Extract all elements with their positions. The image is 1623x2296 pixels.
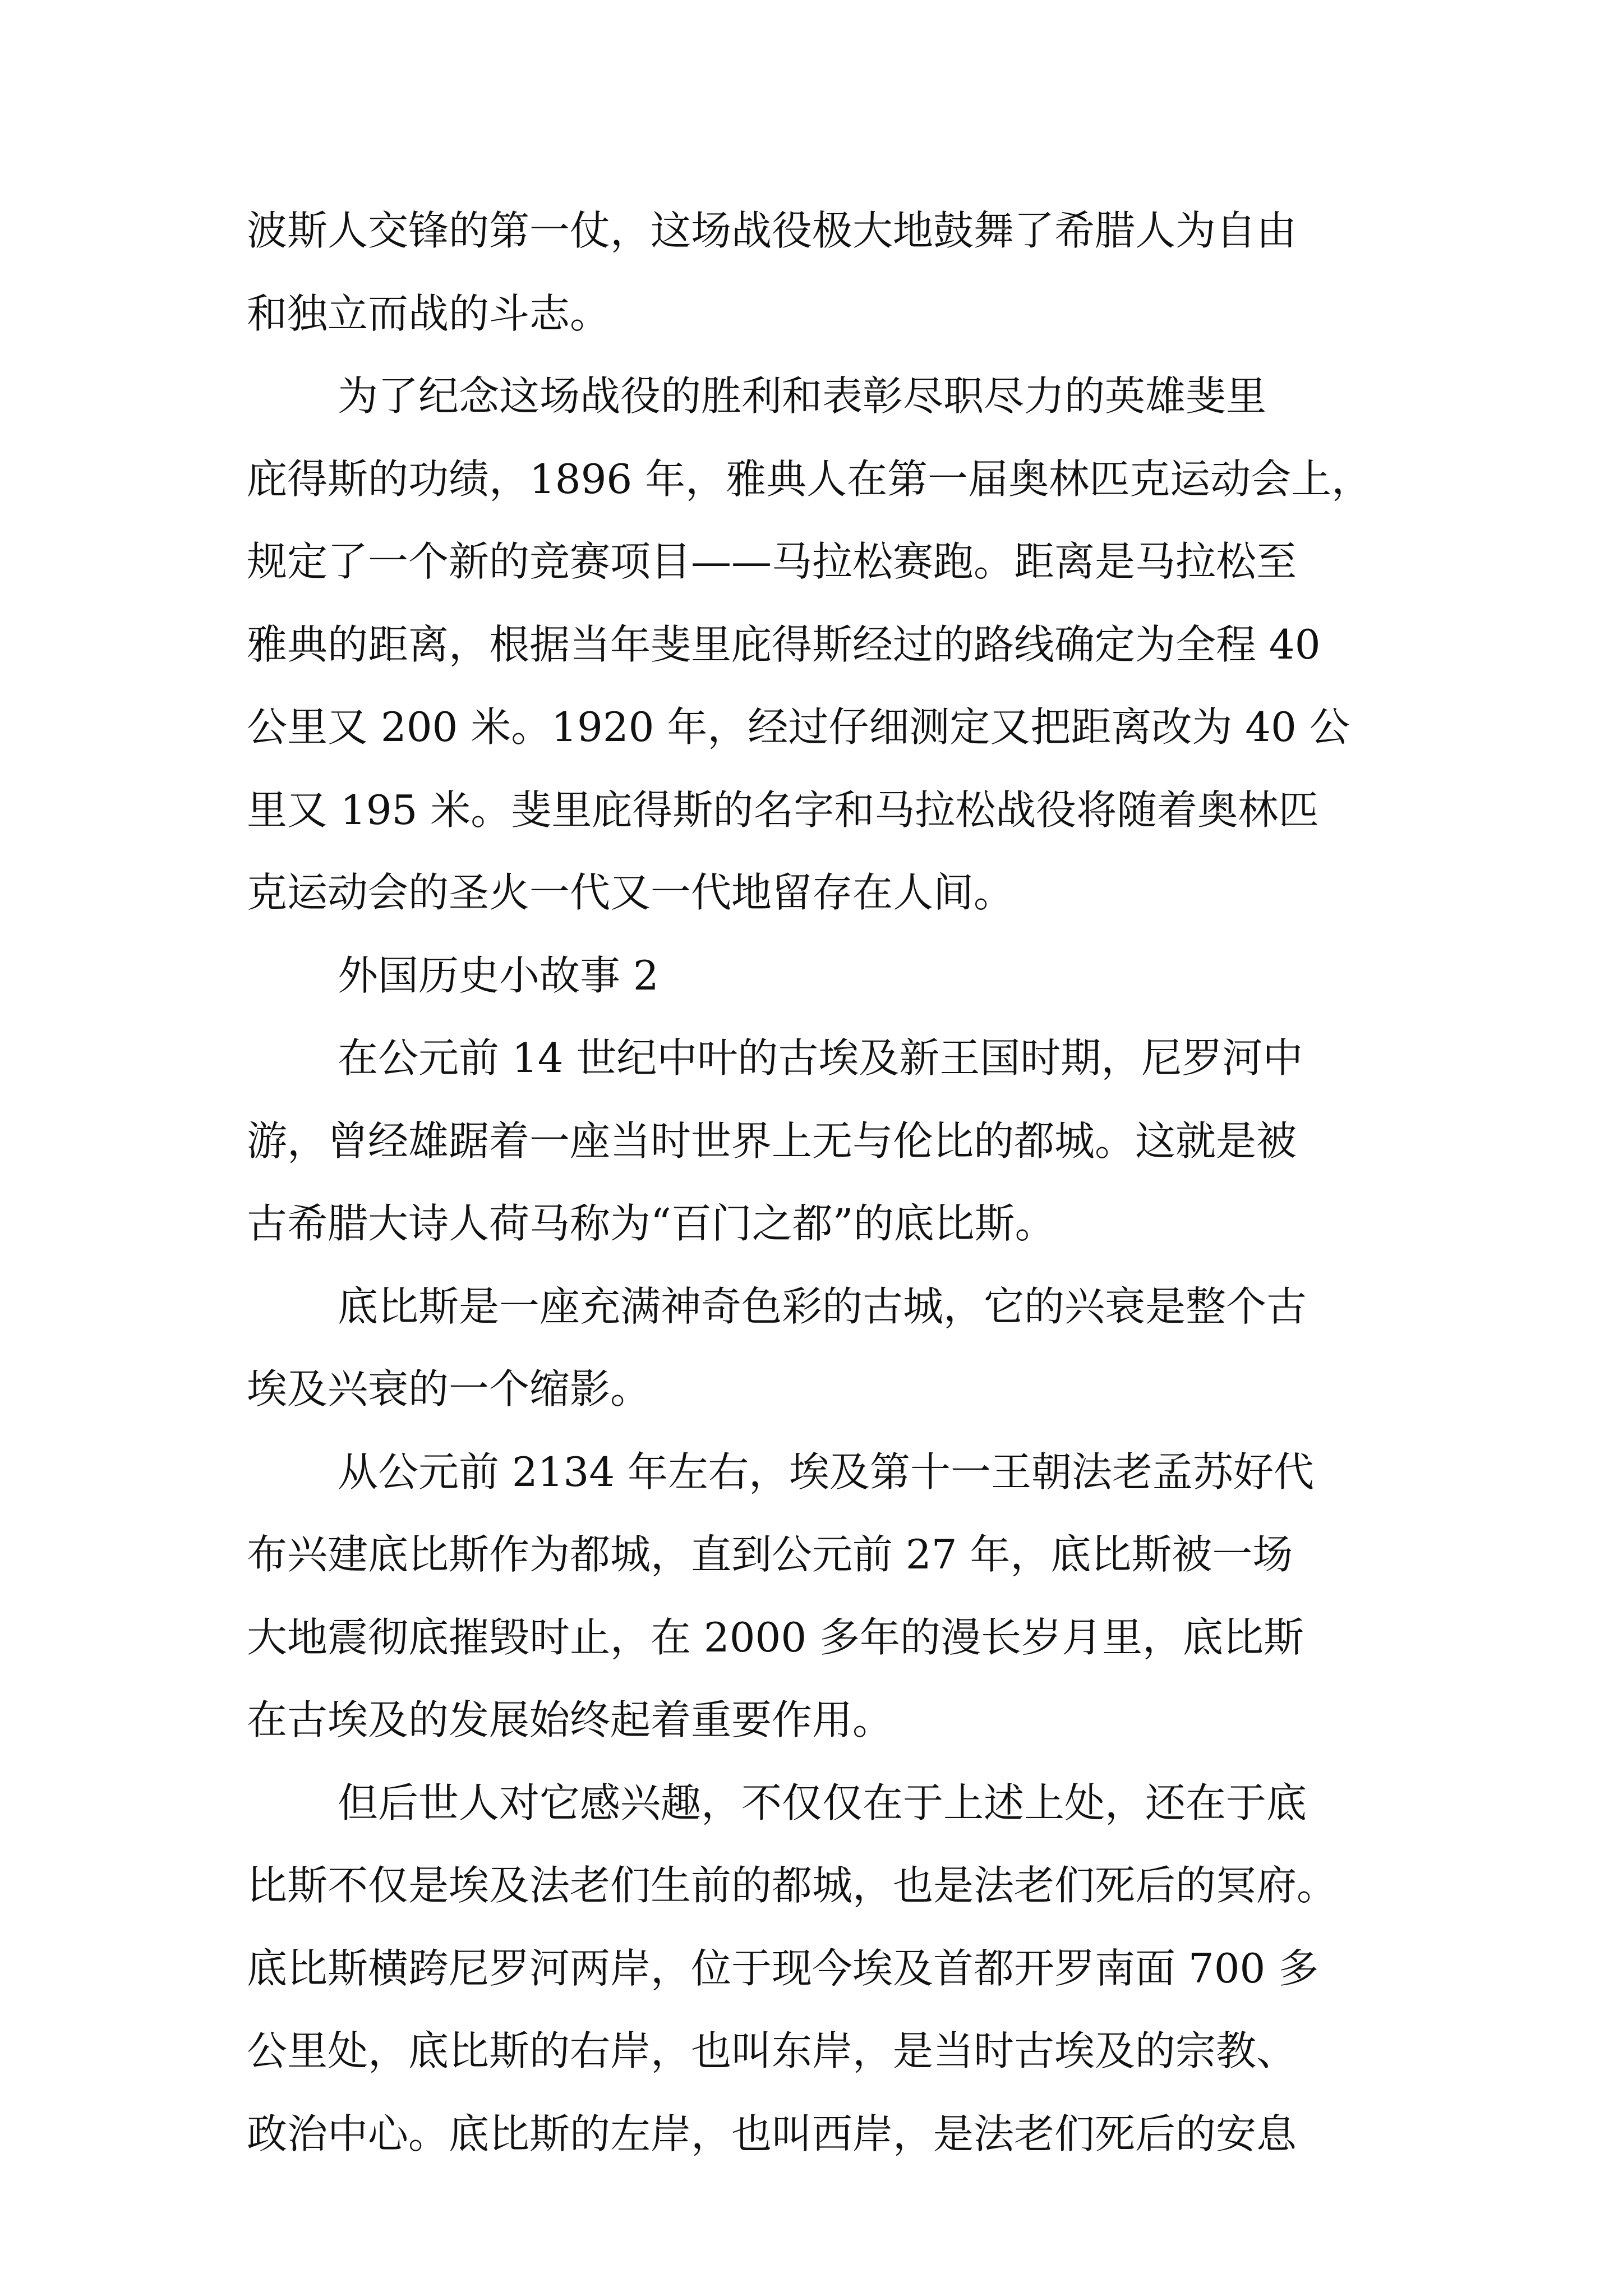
text-line: 波斯人交锋的第一仗，这场战役极大地鼓舞了希腊人为自由 — [247, 207, 1297, 254]
text-line: 在古埃及的发展始终起着重要作用。 — [247, 1696, 893, 1743]
text-line: 在公元前 14 世纪中叶的古埃及新王国时期，尼罗河中 — [338, 1034, 1303, 1082]
text-line: 比斯不仅是埃及法老们生前的都城，也是法老们死后的冥府。 — [247, 1862, 1338, 1909]
text-line: 公里处，底比斯的右岸，也叫东岸，是当时古埃及的宗教、 — [247, 2027, 1297, 2074]
text-line: 从公元前 2134 年左右，埃及第十一王朝法老孟苏好代 — [338, 1448, 1315, 1496]
text-line: 游，曾经雄踞着一座当时世界上无与伦比的都城。这就是被 — [247, 1117, 1297, 1165]
text-line: 政治中心。底比斯的左岸，也叫西岸，是法老们死后的安息 — [247, 2110, 1297, 2157]
text-line: 埃及兴衰的一个缩影。 — [247, 1365, 651, 1412]
section-heading: 外国历史小故事 2 — [338, 951, 659, 999]
text-line: 公里又 200 米。1920 年，经过仔细测定又把距离改为 40 公 — [247, 703, 1350, 751]
text-line: 布兴建底比斯作为都城，直到公元前 27 年，底比斯被一场 — [247, 1531, 1293, 1578]
body-text — [247, 190, 1385, 2175]
text-line: 大地震彻底摧毁时止，在 2000 多年的漫长岁月里，底比斯 — [247, 1613, 1304, 1661]
text-line: 和独立而战的斗志。 — [247, 289, 611, 337]
text-line: 雅典的距离，根据当年斐里庇得斯经过的路线确定为全程 40 — [247, 620, 1321, 668]
text-line: 克运动会的圣火一代又一代地留存在人间。 — [247, 869, 1015, 916]
text-line: 庇得斯的功绩，1896 年，雅典人在第一届奥林匹克运动会上， — [247, 455, 1372, 503]
text-line: 里又 195 米。斐里庇得斯的名字和马拉松战役将随着奥林匹 — [247, 786, 1319, 834]
text-line: 为了纪念这场战役的胜利和表彰尽职尽力的英雄斐里 — [338, 372, 1267, 420]
text-line: 但后世人对它感兴趣，不仅仅在于上述上处，还在于底 — [338, 1779, 1307, 1826]
text-line: 古希腊大诗人荷马称为“百门之都”的底比斯。 — [247, 1200, 1055, 1247]
text-line: 规定了一个新的竞赛项目——马拉松赛跑。距离是马拉松至 — [247, 538, 1297, 585]
text-line: 底比斯横跨尼罗河两岸，位于现今埃及首都开罗南面 700 多 — [247, 1944, 1319, 1992]
text-line: 底比斯是一座充满神奇色彩的古城，它的兴衰是整个古 — [338, 1282, 1307, 1330]
